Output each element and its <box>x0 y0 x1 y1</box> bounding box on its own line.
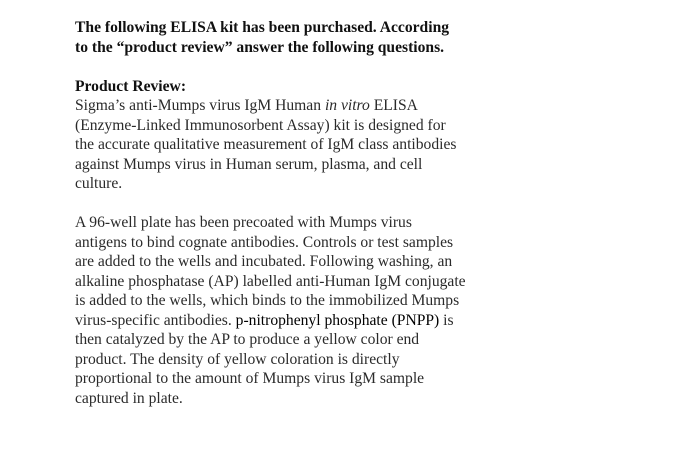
para1-line-4: against Mumps virus in Human serum, plasma, and cell <box>75 155 423 173</box>
para2-line-5: is added to the wells, which binds to the immobilized Mumps <box>75 292 460 309</box>
document-body <box>75 18 555 408</box>
intro-line-2: to the “product review” answer the following questions. <box>75 38 445 56</box>
para1-line-5: culture. <box>75 175 123 192</box>
para2-line-2: antigens to bind cognate antibodies. Controls or test samples <box>75 233 454 251</box>
para1-line-3: the accurate qualitative measurement of IgM class antibodies <box>75 136 457 153</box>
review-paragraph-1 <box>75 96 555 194</box>
para1-line-2: (Enzyme-Linked Immunosorbent Assay) kit is designed for <box>75 116 446 134</box>
para1-line-1 <box>75 96 555 116</box>
intro-line-1: The following ELISA kit has been purchased. According <box>75 19 450 36</box>
review-paragraph-2 <box>75 213 555 408</box>
para2-line-3: are added to the wells and incubated. Following washing, an <box>75 253 453 270</box>
para2-line-6-end: is <box>439 311 454 329</box>
para2-line-1: A 96-well plate has been precoated with Mumps virus <box>75 214 412 231</box>
para2-line-8: product. The density of yellow coloration is directly <box>75 350 400 368</box>
pnpp-term: p-nitrophenyl phosphate (PNPP) <box>235 311 440 329</box>
para2-line-10: captured in plate. <box>75 389 183 407</box>
para2-line-4: alkaline phosphatase (AP) labelled anti-Human IgM conjugate <box>75 272 466 290</box>
intro-paragraph <box>75 18 555 57</box>
para1-line-1-end: ELISA <box>369 97 418 114</box>
para2-line-9: proportional to the amount of Mumps virus IgM sample <box>75 370 425 387</box>
para2-line-6-text: virus-specific antibodies. <box>75 311 236 329</box>
product-review-heading: Product Review: <box>75 77 187 95</box>
in-vitro-italic: in vitro <box>324 97 370 114</box>
para2-line-7: then catalyzed by the AP to produce a yellow color end <box>75 331 420 348</box>
para2-line-6 <box>75 311 555 331</box>
para1-line-1-text: Sigma’s anti-Mumps virus IgM Human <box>75 97 325 114</box>
